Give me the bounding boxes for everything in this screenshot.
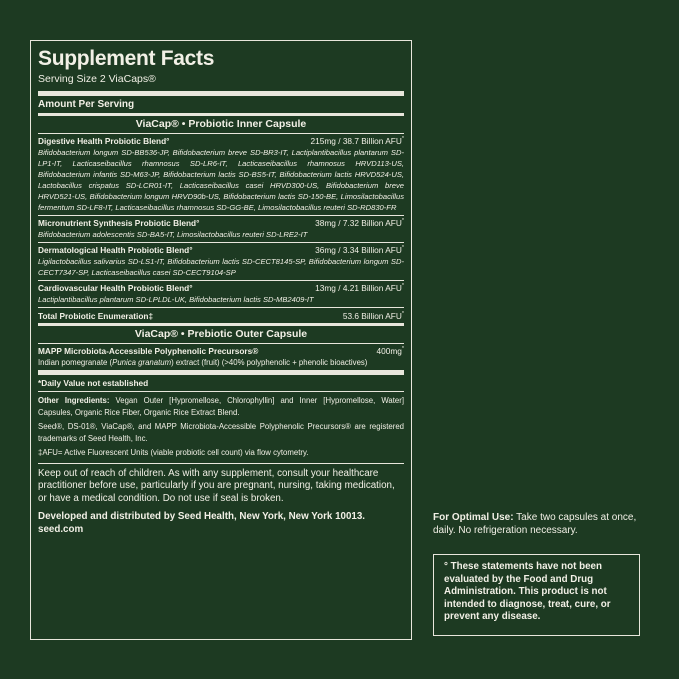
total-amount: 53.6 Billion AFU* (342, 311, 404, 321)
panel-title: Supplement Facts (38, 47, 215, 70)
divider (38, 391, 404, 392)
mapp-amount: 400mg* (376, 346, 404, 356)
website: seed.com (38, 523, 84, 535)
amount-per-serving: Amount Per Serving (38, 99, 135, 110)
optimal-use: For Optimal Use: Take two capsules at once, daily. No refrigeration necessary. (433, 512, 637, 536)
divider (38, 463, 404, 464)
daily-value-note: *Daily Value not established (38, 378, 149, 388)
warning-text: Keep out of reach of children. As with any supplement, consult your healthcare practitioner before use, particularly if you are pregnant, nursing, taking medication, or have a medical condition. Do not use if seal is broken. (38, 467, 395, 504)
inner-capsule-header: ViaCap® • Probiotic Inner Capsule (135, 118, 307, 130)
blend-amount: 38mg / 7.32 Billion AFU* (315, 218, 404, 228)
blend-name: Digestive Health Probiotic Blend° (38, 136, 170, 146)
blend-name: Micronutrient Synthesis Probiotic Blend° (38, 218, 200, 228)
outer-capsule-header: ViaCap® • Prebiotic Outer Capsule (134, 328, 308, 340)
blend-dermatological (38, 243, 404, 280)
blend-digestive (38, 134, 404, 215)
blend-strains: Lactiplantibacillus plantarum SD-LPLDL-UK, Bifidobacterium lactis SD-MB2409-IT (38, 295, 314, 304)
trademarks-note: Seed®, DS-01®, ViaCap®, and MAPP Microbiota-Accessible Polyphenolic Precursors® are registered trademarks of Seed Health, Inc. (38, 422, 404, 443)
fda-disclaimer: ° These statements have not been evaluated by the Food and Drug Administration. This product is not intended to diagnose, treat, cure, or prevent any disease. (433, 554, 640, 636)
blend-name: Dermatological Health Probiotic Blend° (38, 245, 193, 255)
distributor-line: Developed and distributed by Seed Health, New York, New York 10013. (38, 511, 366, 522)
mapp-name: MAPP Microbiota-Accessible Polyphenolic Precursors® (38, 346, 259, 356)
blend-name: Cardiovascular Health Probiotic Blend° (38, 283, 193, 293)
blend-strains: Bifidobacterium longum SD-BB536-JP, Bifidobacterium breve SD-BR3-IT, Lactiplantibacillus plantarum SD-LP1-IT, Lacticaseibacillus rhamnosus SD-LR6-IT, Lacticaseibacillus rhamnosus HRVD113-US, Bifidobacterium infantis SD-M63-JP, Bifidobacterium lactis SD-BS5-IT, Bifidobacterium lactis HRVD524-US, Lactobacillus crispatus SD-LCR01-IT, Lacticaseibacillus casei HRVD300-US, Bifidobacterium breve HRVD521-US, Bifidobacterium longum HRVD90b-US, Bifidobacterium lactis SD-150-BE, Limosilactobacillus fermentum SD-LF8-IT, Lacticaseibacillus rhamnosus SD-GG-BE, Limosilactobacillus reuteri SD-RD830-FR (38, 148, 404, 212)
serving-size: Serving Size 2 ViaCaps® (38, 73, 156, 85)
blend-micronutrient (38, 216, 404, 242)
mapp-row (38, 344, 404, 357)
afu-note: ‡AFU= Active Fluorescent Units (viable probiotic cell count) via flow cytometry. (38, 448, 309, 457)
blend-amount: 36mg / 3.34 Billion AFU* (315, 245, 404, 255)
total-enumeration (38, 308, 404, 323)
supplement-facts-panel (30, 40, 412, 640)
blend-strains: Bifidobacterium adolescentis SD-BA5-IT, Limosilactobacillus reuteri SD-LRE2-IT (38, 230, 308, 239)
distributor (38, 511, 404, 536)
blend-amount: 13mg / 4.21 Billion AFU* (315, 283, 404, 293)
blend-amount: 215mg / 38.7 Billion AFU* (310, 136, 404, 146)
mapp-description: Indian pomegranate (Punica granatum) extract (fruit) (>40% polyphenolic + phenolic bioactives) (38, 358, 368, 367)
other-ingredients: Other Ingredients: Vegan Outer [Hypromellose, Chlorophyllin] and Inner [Hypromellose, Water] Capsules, Organic Rice Fiber, Organic Rice Extract Blend. (38, 396, 404, 417)
blend-cardiovascular (38, 281, 404, 307)
total-label: Total Probiotic Enumeration‡ (38, 311, 154, 321)
blend-strains: Ligilactobacillus salivarius SD-LS1-IT, Bifidobacterium lactis SD-CECT8145-SP, Bifidobacterium longum SD-CECT7347-SP, Lacticaseibacillus casei SD-CECT9104-SP (38, 257, 404, 277)
